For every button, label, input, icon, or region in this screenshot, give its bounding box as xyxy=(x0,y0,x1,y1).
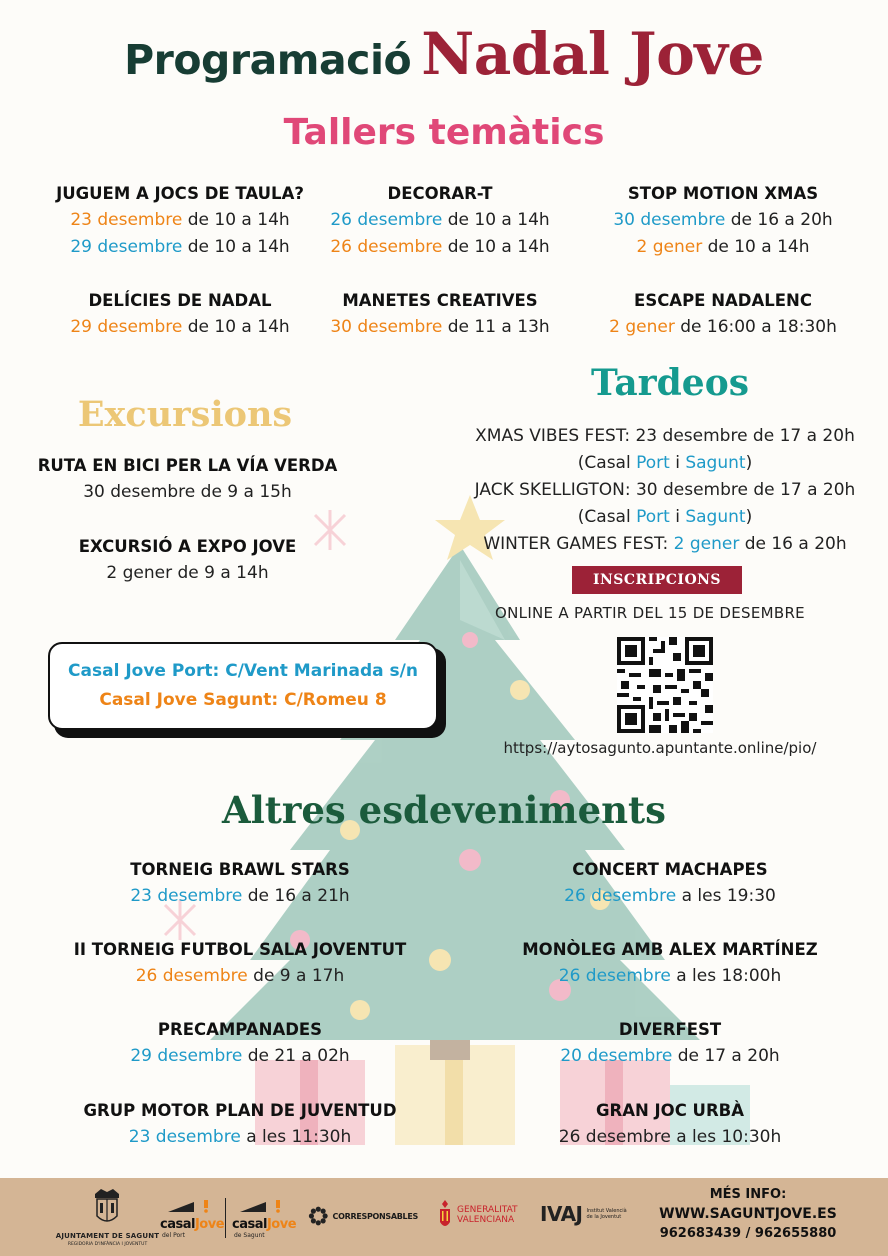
section-title-altres: Altres esdeveniments xyxy=(222,788,666,832)
event-date: 20 desembre xyxy=(560,1046,673,1066)
altres-monoleg: MONÒLEG AMB ALEX MARTÍNEZ 26 desembre a les 18:00h xyxy=(490,936,850,990)
event-name: ESCAPE NADALENC xyxy=(634,291,812,310)
address-casal-sagunt: Casal Jove Sagunt: C/Romeu 8 xyxy=(99,690,387,710)
ajuntament-label: AJUNTAMENT DE SAGUNT xyxy=(55,1232,160,1240)
event-name: MONÒLEG AMB ALEX MARTÍNEZ xyxy=(522,940,818,959)
inscripcions-text: ONLINE A PARTIR DEL 15 DE DESEMBRE xyxy=(495,604,805,622)
title-nadal-jove: Nadal Jove xyxy=(421,20,764,88)
event-date: 2 gener de 9 a 14h xyxy=(106,563,269,583)
logo-ivaj: IVAJ Institut Valencià de la Joventut xyxy=(540,1202,627,1226)
event-date: 23 desembre xyxy=(130,886,243,906)
event-name: EXCURSIÓ A EXPO JOVE xyxy=(78,537,297,556)
taller-decorar-t: DECORAR-T 26 desembre de 10 a 14h 26 desembre de 10 a 14h xyxy=(280,180,600,261)
event-name: GRUP MOTOR PLAN DE JUVENTUD xyxy=(83,1101,397,1120)
casal-jove-mark-icon xyxy=(160,1199,220,1213)
ajuntament-crest-icon xyxy=(55,1188,160,1228)
event-date: 30 desembre xyxy=(330,317,443,337)
event-name: GRAN JOC URBÀ xyxy=(595,1101,745,1120)
event-name: STOP MOTION XMAS xyxy=(627,184,819,203)
altres-concert-machapes: CONCERT MACHAPES 26 desembre a les 19:30 xyxy=(490,856,850,910)
event-date: 2 gener xyxy=(609,317,675,337)
altres-diverfest: DIVERFEST 20 desembre de 17 a 20h xyxy=(490,1016,850,1070)
event-date: 26 desembre xyxy=(564,886,677,906)
inscripcions-badge: INSCRIPCIONS xyxy=(572,566,742,594)
event-name: DIVERFEST xyxy=(618,1020,722,1039)
ajuntament-sublabel: REGIDORIA D'INFÀNCIA I JOVENTUT xyxy=(67,1242,148,1247)
poster-title xyxy=(0,20,888,88)
address-casal-port: Casal Jove Port: C/Vent Marinada s/n xyxy=(68,661,418,681)
tardeos-list xyxy=(430,423,888,558)
generalitat-emblem-icon xyxy=(438,1200,452,1230)
casal-sagunt-sublabel: de Sagunt xyxy=(234,1232,265,1239)
event-date: 26 desembre xyxy=(330,210,443,230)
event-date: 29 desembre xyxy=(70,317,183,337)
corresponsables-flower-icon xyxy=(308,1204,329,1228)
taller-jocs-de-taula: JUGUEM A JOCS DE TAULA? 23 desembre de 10 a 14h 29 desembre de 10 a 14h xyxy=(20,180,340,261)
excursio-expo-jove xyxy=(15,533,360,587)
event-date: 23 desembre xyxy=(70,210,183,230)
altres-grup-motor: GRUP MOTOR PLAN DE JUVENTUD 23 desembre a les 11:30h xyxy=(60,1097,420,1151)
tardeo-winter-games: WINTER GAMES FEST: 2 gener de 16 a 20h xyxy=(483,534,847,554)
taller-escape-nadalenc: ESCAPE NADALENC 2 gener de 16:00 a 18:30h xyxy=(563,287,883,341)
qr-code-icon[interactable] xyxy=(617,637,713,733)
taller-delicies-de-nadal: DELÍCIES DE NADAL 29 desembre de 10 a 14h xyxy=(20,287,340,341)
event-name: TORNEIG BRAWL STARS xyxy=(130,860,350,879)
altres-gran-joc-urba: GRAN JOC URBÀ 26 desembre a les 10:30h xyxy=(490,1097,850,1151)
logo-ajuntament-sagunt xyxy=(55,1188,160,1247)
event-date: 29 desembre xyxy=(130,1046,243,1066)
event-name: PRECAMPANADES xyxy=(157,1020,323,1039)
logo-casal-jove-sagunt: casalJove de Sagunt xyxy=(232,1198,292,1239)
more-info-title: MÉS INFO: xyxy=(709,1187,787,1202)
logo-generalitat-valenciana xyxy=(438,1200,533,1230)
altres-brawl-stars: TORNEIG BRAWL STARS 23 desembre de 16 a 21h xyxy=(60,856,420,910)
title-programacio: Programació xyxy=(124,36,412,84)
event-date: 26 desembre xyxy=(558,966,671,986)
event-name: MANETES CREATIVES xyxy=(342,291,538,310)
tardeo-xmas-vibes-venue: (Casal Port i Sagunt) xyxy=(577,453,753,473)
section-title-excursions: Excursions xyxy=(77,394,293,435)
more-info-phones: 962683439 / 962655880 xyxy=(659,1226,837,1241)
more-info-website[interactable]: WWW.SAGUNTJOVE.ES xyxy=(659,1206,837,1222)
tardeo-xmas-vibes: XMAS VIBES FEST: 23 desembre de 17 a 20h xyxy=(475,426,855,446)
event-date: 29 desembre xyxy=(70,237,183,257)
footer-sponsors xyxy=(0,1178,888,1256)
altres-precampanades: PRECAMPANADES 29 desembre de 21 a 02h xyxy=(60,1016,420,1070)
altres-futbol-sala: II TORNEIG FUTBOL SALA JOVENTUT 26 desembre de 9 a 17h xyxy=(60,936,420,990)
logo-corresponsables xyxy=(308,1204,418,1228)
valenciana-label: VALENCIANA xyxy=(457,1215,515,1225)
section-title-tardeos: Tardeos xyxy=(591,362,749,404)
tardeo-jack-skelligton-venue: (Casal Port i Sagunt) xyxy=(577,507,753,527)
event-name: II TORNEIG FUTBOL SALA JOVENTUT xyxy=(73,940,407,959)
ivaj-label: IVAJ xyxy=(540,1202,583,1226)
event-date: 26 desembre xyxy=(330,237,443,257)
event-name: JUGUEM A JOCS DE TAULA? xyxy=(56,184,304,203)
event-date: 30 desembre de 9 a 15h xyxy=(83,482,292,502)
footer-divider xyxy=(225,1198,226,1238)
casal-port-sublabel: del Port xyxy=(162,1232,185,1239)
corresponsables-label: CORRESPONSABLES xyxy=(332,1211,418,1221)
address-box xyxy=(48,642,438,730)
event-date: 30 desembre xyxy=(613,210,726,230)
excursio-ruta-bici xyxy=(15,452,360,506)
event-name: CONCERT MACHAPES xyxy=(572,860,768,879)
event-name: RUTA EN BICI PER LA VÍA VERDA xyxy=(37,456,338,475)
tardeo-jack-skelligton: JACK SKELLIGTON: 30 desembre de 17 a 20h xyxy=(474,480,856,500)
generalitat-label: GENERALITAT xyxy=(457,1205,518,1215)
taller-manetes-creatives: MANETES CREATIVES 30 desembre de 11 a 13h xyxy=(280,287,600,341)
event-date: 23 desembre xyxy=(128,1127,241,1147)
event-date: 26 desembre xyxy=(135,966,248,986)
event-date: 2 gener xyxy=(636,237,703,257)
logo-casal-jove-port: casalJove del Port xyxy=(160,1198,220,1239)
casal-jove-mark-icon xyxy=(232,1199,292,1213)
event-name: DECORAR-T xyxy=(387,184,493,203)
taller-stop-motion-xmas: STOP MOTION XMAS 30 desembre de 16 a 20h 2 gener de 10 a 14h xyxy=(563,180,883,261)
inscripcions-url[interactable]: https://aytosagunto.apuntante.online/pio/ xyxy=(503,739,817,757)
event-name: DELÍCIES DE NADAL xyxy=(88,291,272,310)
more-info xyxy=(648,1185,848,1243)
section-title-tallers: Tallers temàtics xyxy=(283,112,605,153)
